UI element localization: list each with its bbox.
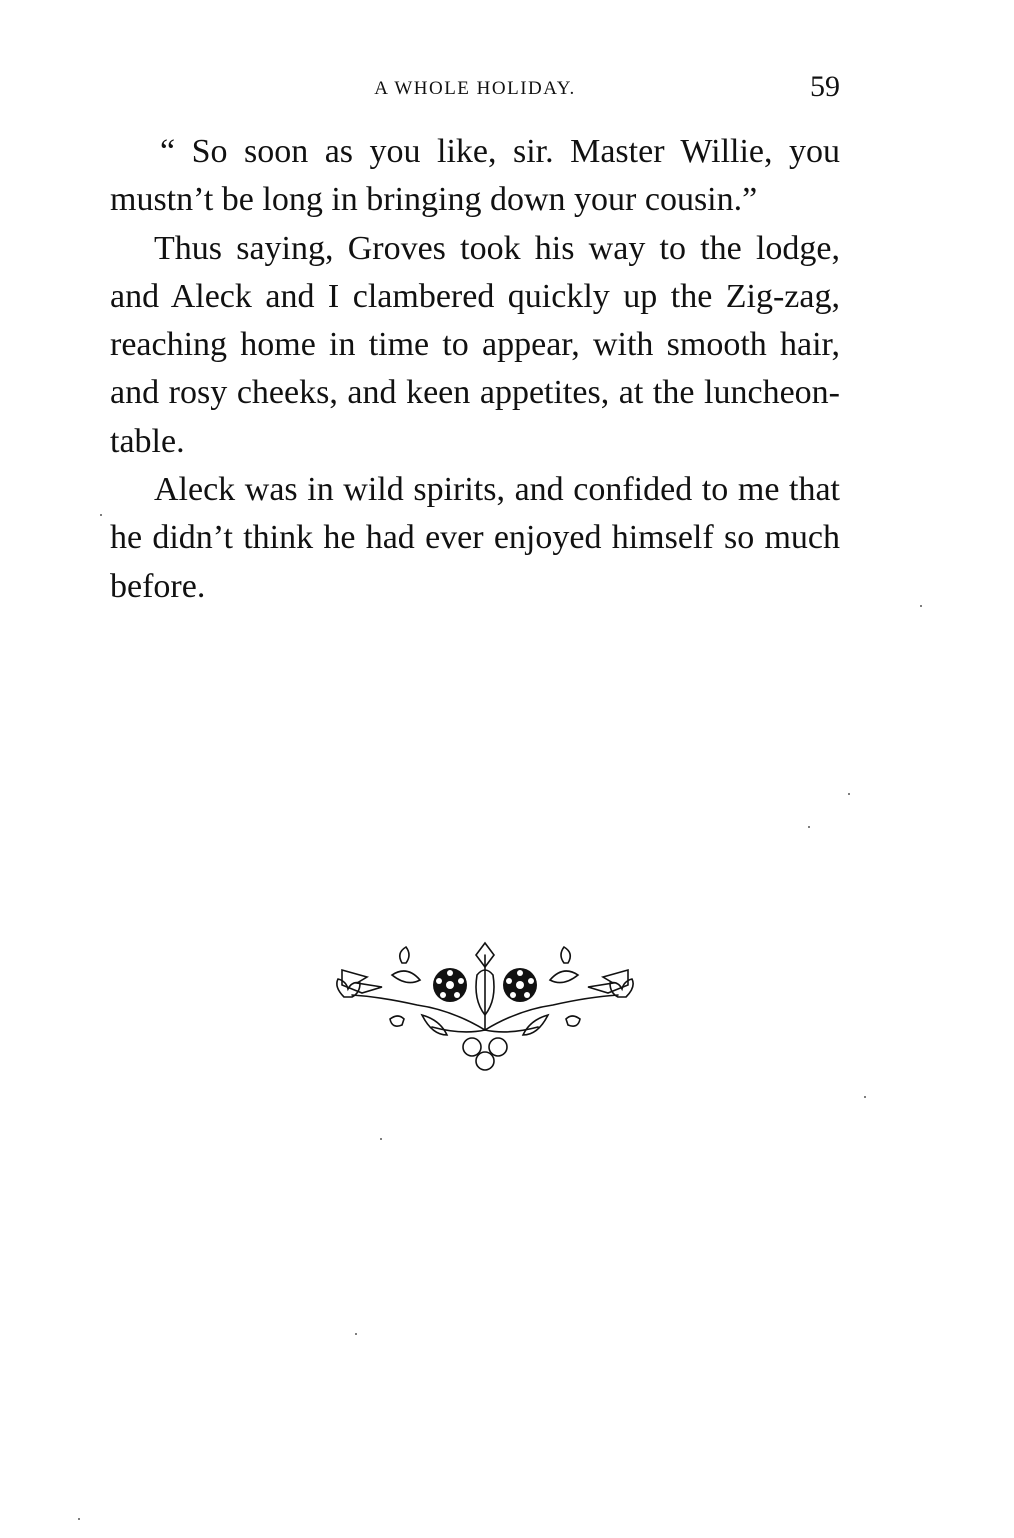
running-title: A WHOLE HOLIDAY. [374,78,576,99]
paragraph: Aleck was in wild spirits, and confided to me that he didn’t think he had ever enjoyed himself so much before. [110,471,840,605]
paragraph: “ So soon as you like, sir. Master Willie, you mustn’t be long in bringing down your cousin.” [110,133,840,219]
paragraph: Thus saying, Groves took his way to the lodge, and Aleck and I clambered quickly up the Zig-zag, reaching home in time to appear, with smooth hair, and rosy cheeks, and keen appetites, at the luncheon-table. [110,229,840,460]
running-head [110,70,840,110]
floral-tailpiece-icon [322,935,648,1075]
body-text [110,128,840,611]
page-number: 59 [810,70,840,103]
